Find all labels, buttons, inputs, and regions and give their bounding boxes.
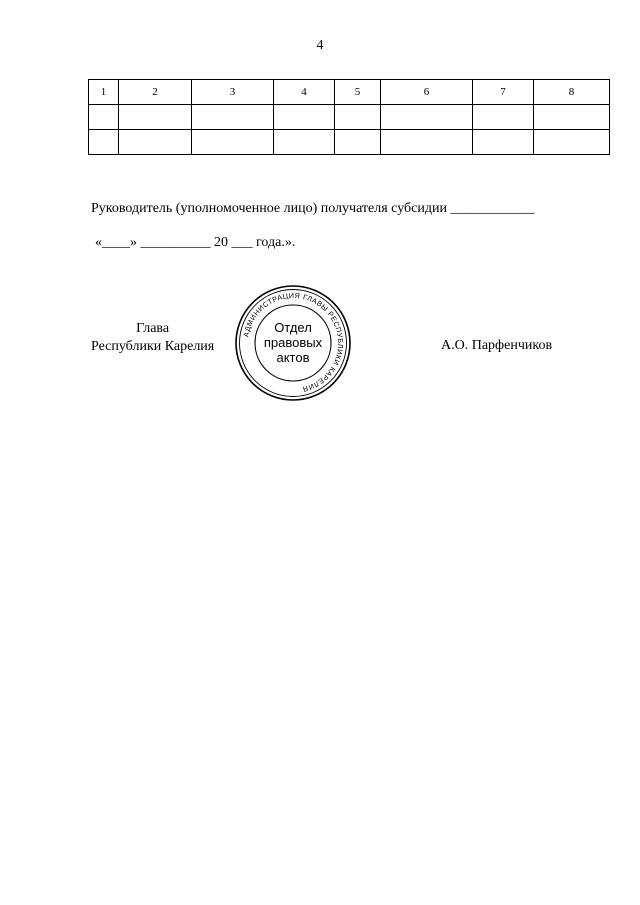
- date-line: «____» __________ 20 ___ года.».: [95, 235, 296, 250]
- official-stamp: [234, 284, 352, 402]
- column-number-cell: 3: [192, 80, 274, 105]
- table-cell: [274, 130, 335, 155]
- table-header-row: [89, 80, 610, 105]
- table-cell: [89, 130, 119, 155]
- stamp-center-line-3: актов: [276, 350, 310, 365]
- data-table: [88, 79, 610, 155]
- table-cell: [192, 130, 274, 155]
- table-cell: [192, 105, 274, 130]
- table-cell: [534, 105, 610, 130]
- table-row: [89, 105, 610, 130]
- signature-line: Руководитель (уполномоченное лицо) получателя субсидии ____________: [91, 201, 535, 216]
- table-row: [89, 130, 610, 155]
- stamp-ring-text: АДМИНИСТРАЦИЯ ГЛАВЫ РЕСПУБЛИКИ КАРЕЛИЯ: [241, 290, 346, 394]
- column-number-cell: 6: [381, 80, 473, 105]
- signatory-position: [91, 320, 214, 356]
- column-number-cell: 7: [473, 80, 534, 105]
- table-cell: [473, 130, 534, 155]
- stamp-center-line-2: правовых: [263, 335, 323, 350]
- table-cell: [534, 130, 610, 155]
- table-cell: [381, 105, 473, 130]
- table-cell: [335, 105, 381, 130]
- position-line-2: Республики Карелия: [91, 339, 215, 354]
- column-number-cell: 4: [274, 80, 335, 105]
- table-cell: [89, 105, 119, 130]
- column-number-cell: 2: [119, 80, 192, 105]
- position-line-1: Глава: [136, 321, 170, 336]
- table-cell: [119, 105, 192, 130]
- table-cell: [335, 130, 381, 155]
- page-number: 4: [316, 38, 324, 53]
- column-number-cell: 5: [335, 80, 381, 105]
- table-cell: [119, 130, 192, 155]
- column-number-cell: 8: [534, 80, 610, 105]
- stamp-center-line-1: Отдел: [274, 320, 312, 335]
- table-cell: [473, 105, 534, 130]
- table-cell: [381, 130, 473, 155]
- column-number-cell: 1: [89, 80, 119, 105]
- signatory-name: А.О. Парфенчиков: [441, 338, 553, 353]
- table-cell: [274, 105, 335, 130]
